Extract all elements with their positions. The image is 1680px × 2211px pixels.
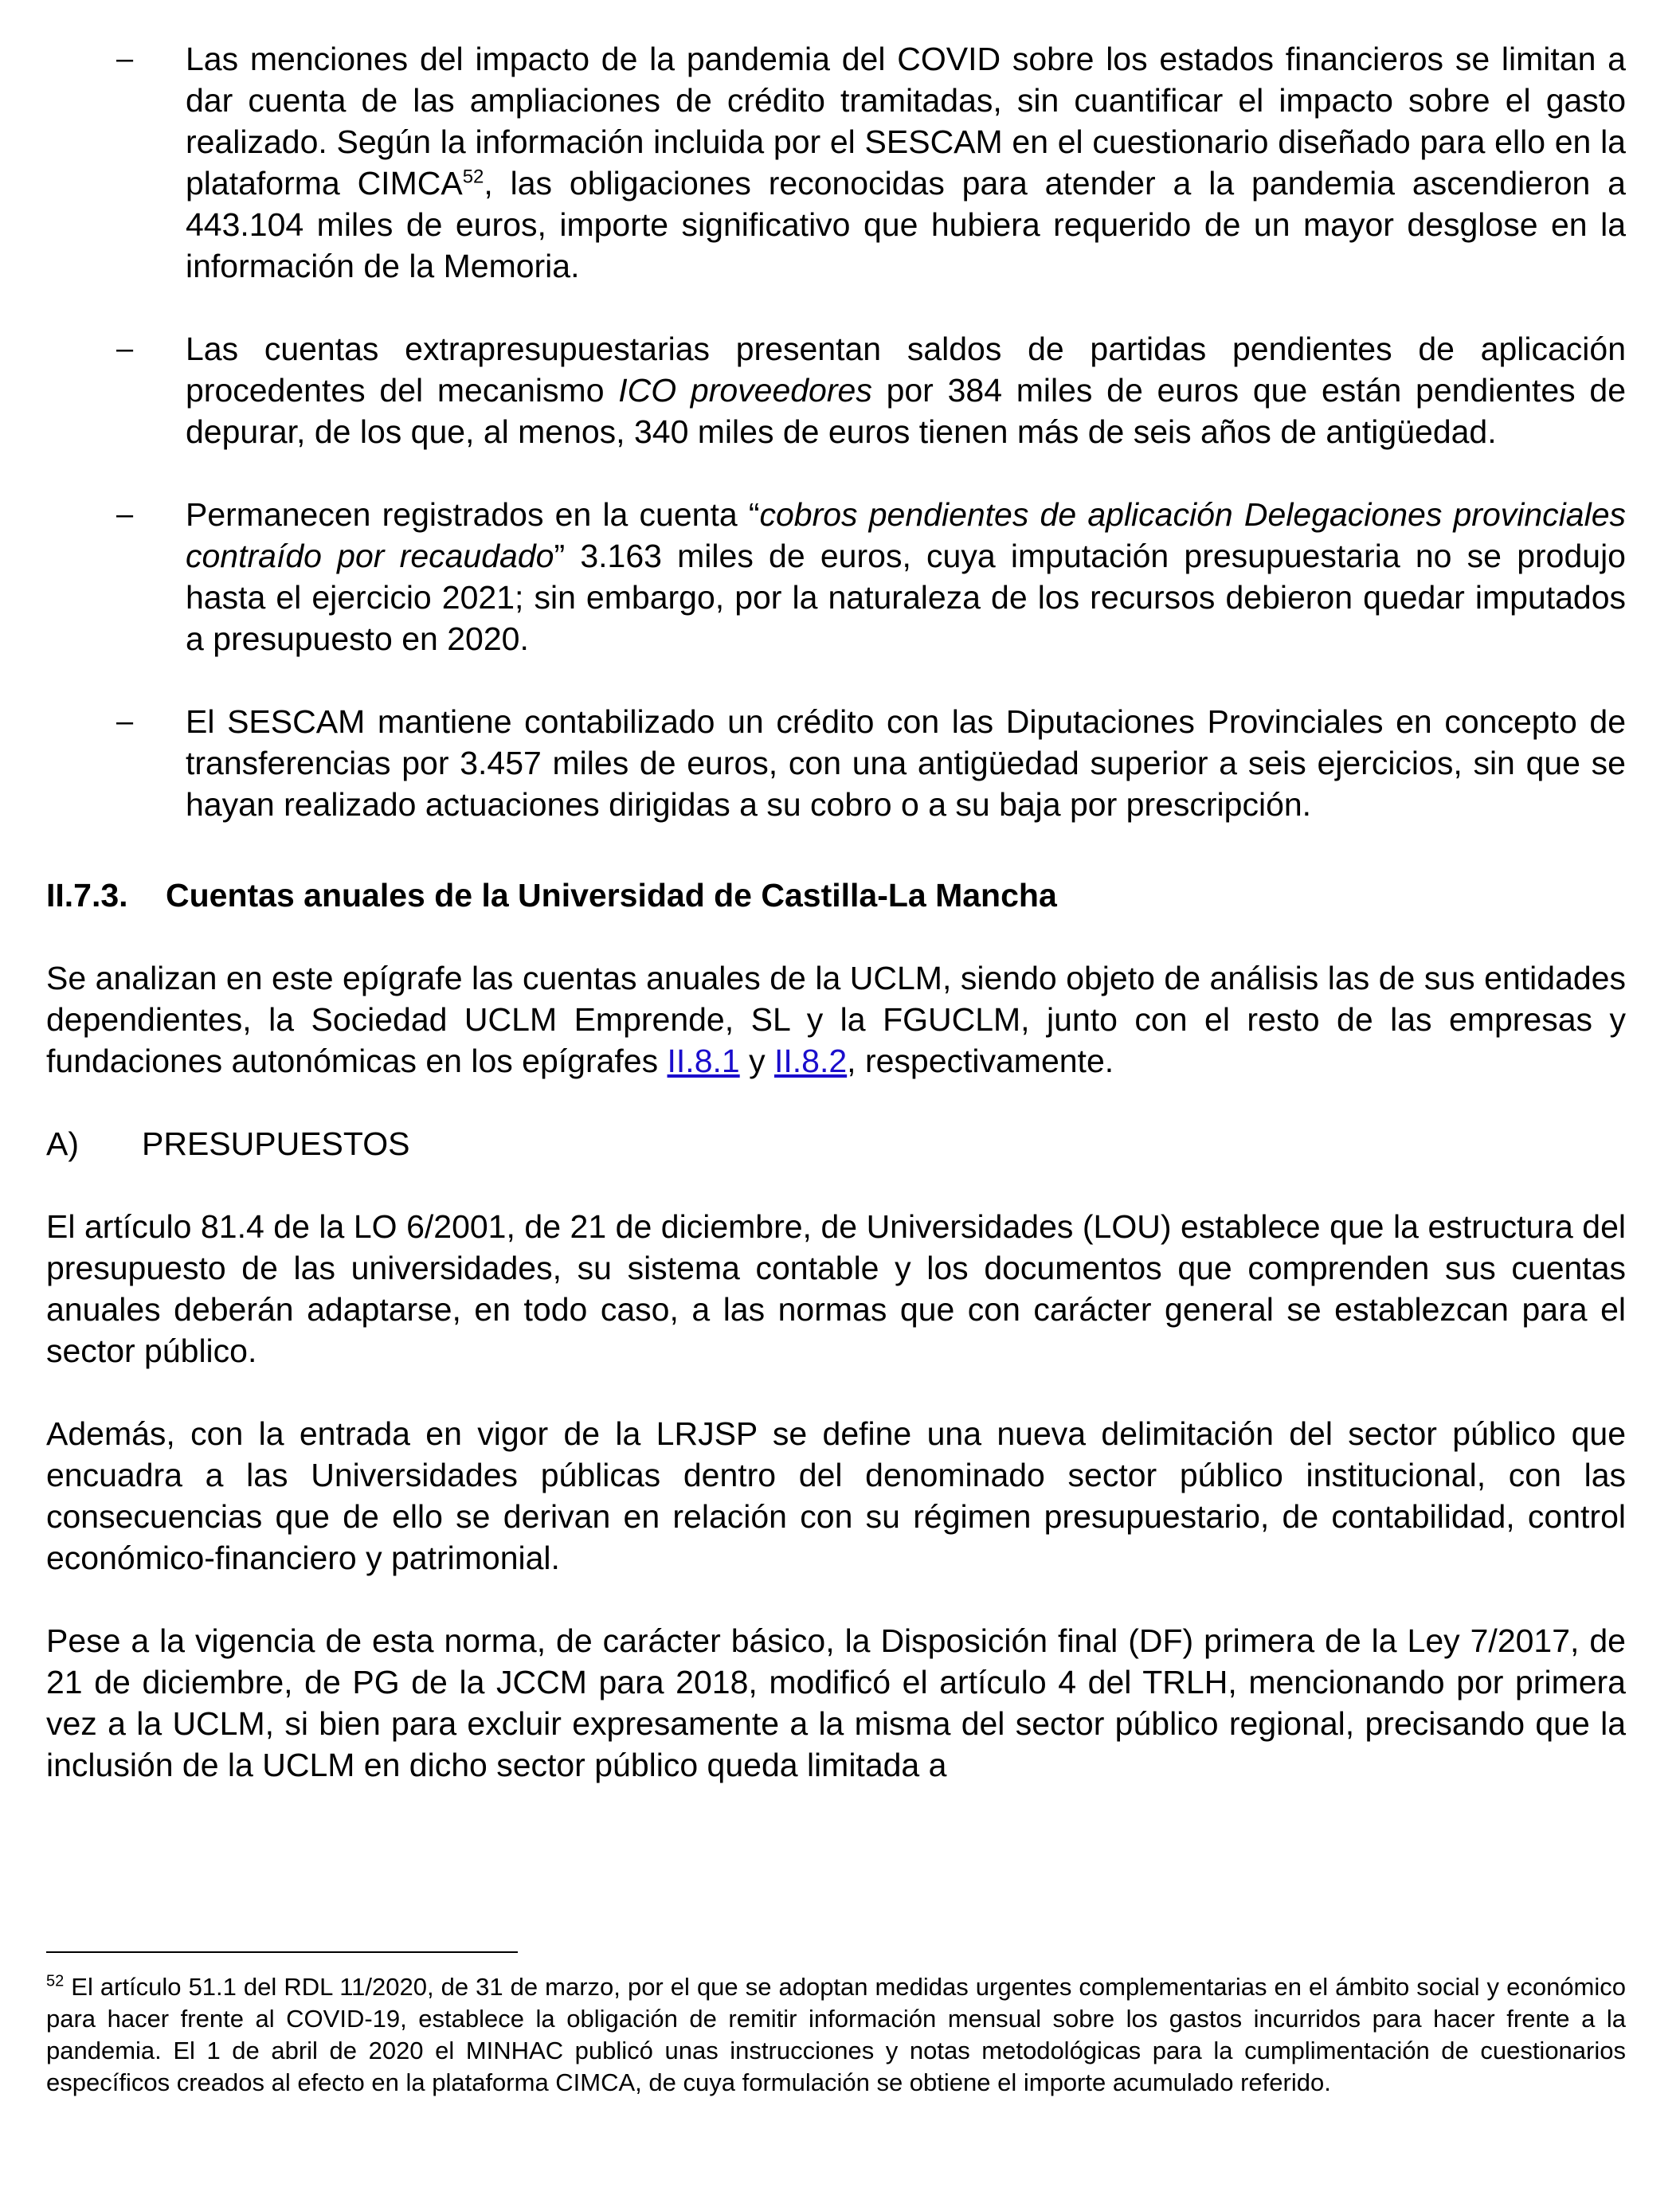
- bullet-text-part: Las menciones del impacto de la pandemia del COVID sobre los estados financieros se limitan a dar cuenta de las ampliaciones de crédito tramitadas, sin cuantificar el impacto sobre el gasto realizado. Según la información incluida por el SESCAM en el cuestionario diseñado para ello en la plataforma CIMCA: [186, 41, 1626, 202]
- bullet-text-part: , las obligaciones reconocidas para atender a la pandemia ascendieron a 443.104 miles de euros, importe significativo que hubiera requerido de un mayor desglose en la información de la Memoria.: [186, 165, 1626, 284]
- intro-paragraph: [46, 957, 1626, 1082]
- footnote-reference[interactable]: 52: [462, 166, 484, 188]
- footnote-text: El artículo 51.1 del RDL 11/2020, de 31 de marzo, por el que se adoptan medidas urgentes complementarias en el ámbito social y económico para hacer frente al COVID-19, establece la obligación de remitir información mensual sobre los gastos incurridos para hacer frente a la pandemia. El 1 de abril de 2020 el MINHAC publicó unas instrucciones y notas metodológicas para la cumplimentación de cuestionarios específicos creados al efecto en la plataforma CIMCA, de cuya formulación se obtiene el importe acumulado referido.: [46, 1973, 1626, 2096]
- intro-text-part: Se analizan en este epígrafe las cuentas anuales de la UCLM, siendo objeto de análisis las de sus entidades dependientes, la Sociedad UCLM Emprende, SL y la FGUCLM, junto con el resto de las empresas y fundaciones autonómicas en los epígrafes: [46, 960, 1626, 1079]
- footnote-separator: [46, 1951, 518, 1953]
- intro-text-part: y: [739, 1043, 774, 1079]
- dash-bullet-marker: –: [116, 42, 134, 76]
- link-section-ii-8-1[interactable]: II.8.1: [667, 1043, 740, 1079]
- footnote: [46, 1971, 1626, 2099]
- bullet-text-part: por 384 miles de euros que están pendientes de depurar, de los que, al menos, 340 miles de euros tienen más de seis años de antigüedad.: [186, 372, 1626, 450]
- bullet-covid-impact: [46, 38, 1626, 287]
- bullet-text: [186, 328, 1626, 452]
- bullet-sescam-credito: [46, 701, 1626, 825]
- bullet-italic-term: cobros pendientes de aplicación Delegaciones provinciales contraído por recaudado: [186, 496, 1626, 574]
- intro-text-part: , respectivamente.: [847, 1043, 1114, 1079]
- dash-bullet-marker: –: [116, 498, 134, 531]
- subsection-title: PRESUPUESTOS: [142, 1125, 410, 1162]
- bullet-text: [186, 38, 1626, 287]
- footnote-marker: 52: [46, 1972, 65, 1990]
- bullet-extrapresupuestarias: [46, 328, 1626, 452]
- subsection-number: A): [46, 1125, 79, 1162]
- bullet-text-part: Las cuentas extrapresupuestarias presentan saldos de partidas pendientes de aplicación procedentes del mecanismo: [186, 331, 1626, 409]
- body-paragraph: El artículo 81.4 de la LO 6/2001, de 21 de diciembre, de Universidades (LOU) establece que la estructura del presupuesto de las universidades, su sistema contable y los documentos que comprenden sus cuentas anuales deberán adaptarse, en todo caso, a las normas que con carácter general se establezcan para el sector público.: [46, 1208, 1626, 1369]
- document-page: [46, 38, 1626, 1827]
- bullet-text-part: Permanecen registrados en la cuenta “: [186, 496, 760, 533]
- section-heading: [46, 875, 1626, 916]
- bullet-cobros-pendientes: [46, 494, 1626, 659]
- body-paragraph: Además, con la entrada en vigor de la LRJSP se define una nueva delimitación del sector público que encuadra a las Universidades públicas dentro del denominado sector público institucional, con las consecuencias que de ello se derivan en relación con su régimen presupuestario, de contabilidad, control económico-financiero y patrimonial.: [46, 1415, 1626, 1576]
- subsection-heading: [46, 1123, 1626, 1164]
- bullet-text: [186, 494, 1626, 659]
- heading-number: II.7.3.: [46, 877, 128, 914]
- link-section-ii-8-2[interactable]: II.8.2: [773, 1043, 848, 1079]
- dash-bullet-marker: –: [116, 705, 134, 738]
- heading-title: Cuentas anuales de la Universidad de Castilla-La Mancha: [166, 877, 1057, 914]
- dash-bullet-marker: –: [116, 332, 134, 366]
- body-paragraph: Pese a la vigencia de esta norma, de carácter básico, la Disposición final (DF) primera de la Ley 7/2017, de 21 de diciembre, de PG de la JCCM para 2018, modificó el artículo 4 del TRLH, mencionando por primera vez a la UCLM, si bien para excluir expresamente a la misma del sector público regional, precisando que la inclusión de la UCLM en dicho sector público queda limitada a: [46, 1622, 1626, 1783]
- bullet-text-part: ” 3.163 miles de euros, cuya imputación presupuestaria no se produjo hasta el ejercicio 2021; sin embargo, por la naturaleza de los recursos debieron quedar imputados a presupuesto en 2020.: [186, 538, 1626, 657]
- bullet-italic-term: ICO proveedores: [618, 372, 872, 409]
- bullet-text: El SESCAM mantiene contabilizado un crédito con las Diputaciones Provinciales en concepto de transferencias por 3.457 miles de euros, con una antigüedad superior a seis ejercicios, sin que se hayan realizado actuaciones dirigidas a su cobro o a su baja por prescripción.: [186, 703, 1626, 823]
